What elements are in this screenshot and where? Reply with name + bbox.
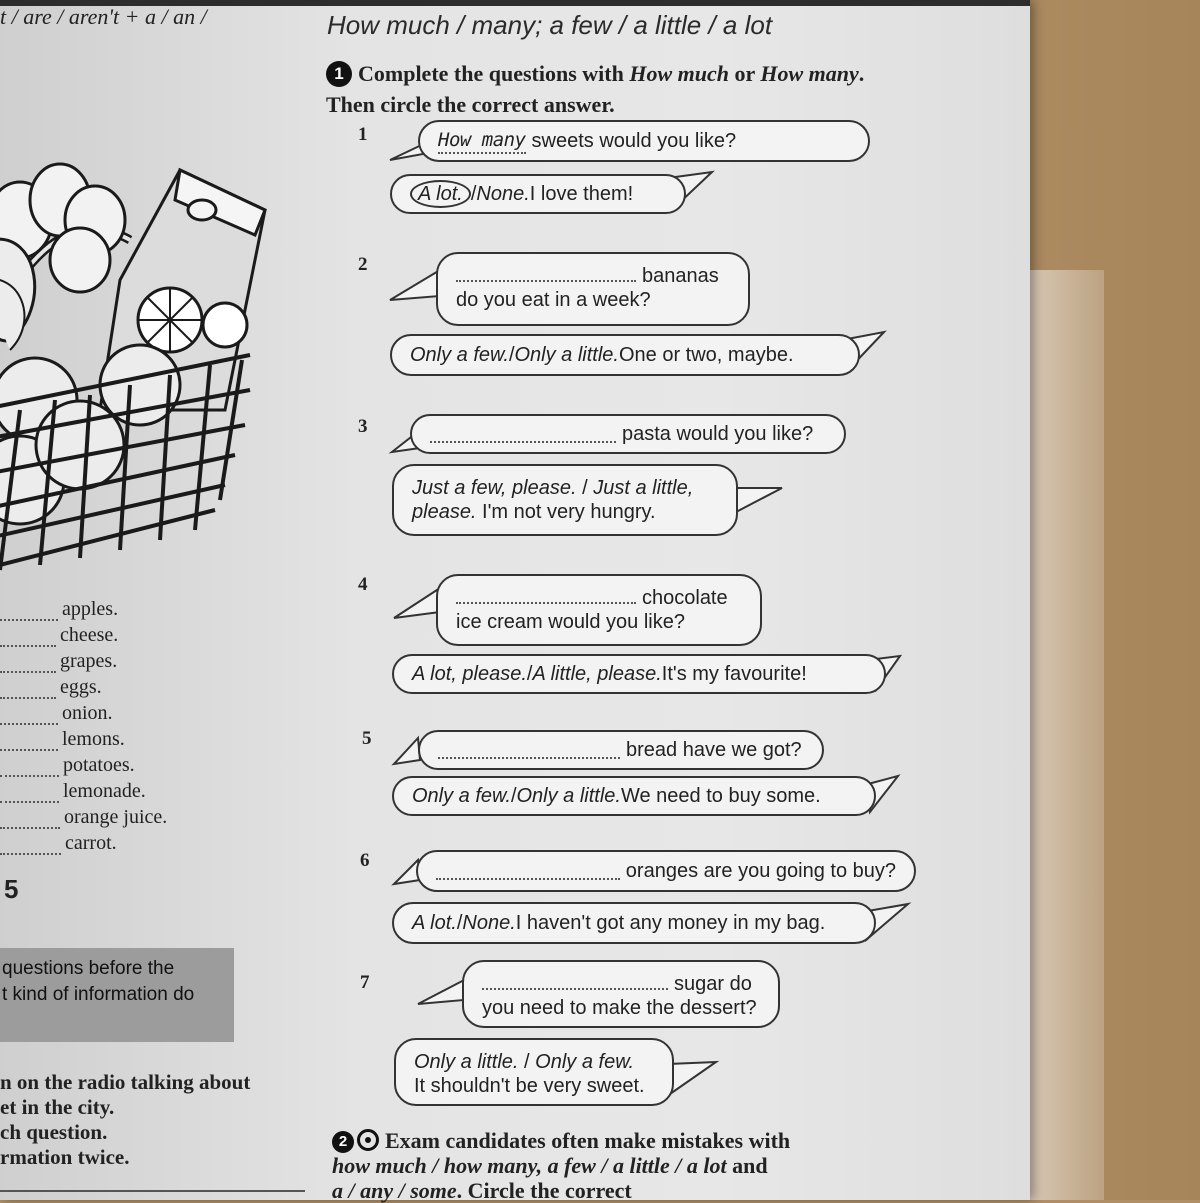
- answer-option: Only a little.: [516, 785, 621, 807]
- answer-blank: [438, 741, 620, 759]
- answer-option: Just a little,: [593, 477, 694, 499]
- answer-text: I haven't got any money in my bag.: [515, 912, 826, 934]
- answer-option: please.: [412, 501, 477, 523]
- option-separator: /: [456, 912, 463, 934]
- answer-blank: [0, 761, 59, 777]
- paragraph-line: et in the city.: [0, 1095, 115, 1119]
- paragraph-line: rmation twice.: [0, 1145, 130, 1169]
- option-separator: /: [508, 344, 515, 366]
- list-item: [0, 647, 167, 673]
- answer-option: Just a few, please.: [412, 477, 577, 499]
- food-item-label: carrot.: [65, 832, 117, 854]
- paragraph-line: n on the radio talking about: [0, 1070, 251, 1094]
- food-item-label: lemons.: [62, 728, 125, 750]
- question-number: 4: [358, 574, 368, 595]
- shopping-basket-illustration: [0, 110, 280, 580]
- answer-text: I love them!: [529, 183, 634, 205]
- instruction-keyword: how much / how many, a few / a little / a lot: [332, 1153, 727, 1178]
- answer-text: I'm not very hungry.: [476, 501, 656, 523]
- section-number: 5: [4, 874, 19, 904]
- question-text: oranges are you going to buy?: [625, 860, 896, 882]
- answer-bubble: [392, 654, 886, 694]
- instruction-text: . Circle the correct: [456, 1178, 632, 1203]
- question-text: bananas: [642, 265, 719, 287]
- option-separator: /: [576, 477, 594, 499]
- answer-text: We need to buy some.: [620, 785, 821, 807]
- instruction-keyword: a / any / some: [332, 1178, 457, 1203]
- list-item: [0, 829, 167, 855]
- food-list: [0, 595, 167, 855]
- answer-text: It shouldn't be very sweet.: [414, 1075, 645, 1097]
- instruction-text: . Then circle the correct answer.: [326, 61, 865, 117]
- food-item-label: potatoes.: [63, 754, 135, 776]
- section-title: How much / many; a few / a little / a lot: [327, 10, 773, 40]
- answer-option: Only a few.: [535, 1051, 635, 1073]
- circled-answer-option: A lot.: [410, 180, 471, 208]
- question-bubble: [410, 414, 846, 454]
- question-bubble: [418, 120, 870, 162]
- question-number: 3: [358, 416, 368, 437]
- answer-option: Only a few.: [410, 344, 509, 366]
- list-item: [0, 803, 167, 829]
- question-text: sugar do: [674, 973, 752, 995]
- question-bubble: [436, 252, 750, 326]
- question-number: 2: [358, 254, 368, 275]
- list-item: [0, 673, 167, 699]
- question-text: chocolate: [642, 587, 728, 609]
- list-item: [0, 595, 167, 621]
- question-bubble: [436, 574, 762, 646]
- question-bubble: [418, 730, 824, 770]
- answer-blank: [436, 862, 620, 880]
- answer-option: None.: [462, 912, 516, 934]
- left-instruction-paragraph: [0, 1070, 250, 1170]
- paragraph-line: ch question.: [0, 1120, 108, 1144]
- answer-blank: [0, 605, 58, 621]
- divider: [0, 1190, 305, 1192]
- question-text: ice cream would you like?: [456, 611, 685, 633]
- answer-option: A lot.: [412, 912, 457, 934]
- question-text: sweets would you like?: [531, 130, 737, 152]
- answer-blank: [0, 735, 58, 751]
- question-bubble: [416, 850, 916, 892]
- exercise-2-instruction: [332, 1128, 892, 1203]
- answer-blank: [0, 631, 56, 647]
- answer-text: One or two, maybe.: [618, 344, 794, 366]
- answer-option: A lot, please.: [412, 663, 527, 685]
- question-text: do you eat in a week?: [456, 289, 651, 311]
- food-item-label: onion.: [62, 702, 113, 724]
- food-item-label: apples.: [62, 598, 119, 620]
- question-text: you need to make the dessert?: [482, 997, 757, 1019]
- answer-bubble: [392, 464, 738, 536]
- exercise-number-badge: 2: [332, 1131, 354, 1153]
- list-item: [0, 699, 167, 725]
- instruction-text: or: [728, 61, 761, 86]
- answer-blank: [0, 839, 61, 855]
- question-text: bread have we got?: [626, 739, 802, 761]
- answer-text: It's my favourite!: [661, 663, 807, 685]
- answer-option: Only a little.: [414, 1051, 519, 1073]
- option-separator: /: [470, 183, 477, 205]
- option-separator: /: [526, 663, 533, 685]
- instruction-keyword: How much: [629, 61, 729, 86]
- answer-option: Only a little.: [514, 344, 619, 366]
- tip-line: t kind of information do: [2, 984, 195, 1005]
- list-item: [0, 725, 167, 751]
- grey-tip-box: [0, 948, 234, 1042]
- instruction-text: and: [726, 1153, 768, 1178]
- exam-tip-icon: [357, 1129, 379, 1151]
- plastic-sleeve: [1022, 270, 1104, 1200]
- answer-blank: [0, 657, 56, 673]
- answer-bubble: [390, 334, 860, 376]
- food-item-label: eggs.: [60, 676, 102, 698]
- answer-option: A little, please.: [532, 663, 662, 685]
- instruction-text: Complete the questions with: [358, 61, 630, 86]
- food-item-label: orange juice.: [64, 806, 168, 828]
- answer-blank: [0, 787, 59, 803]
- answer-bubble: [394, 1038, 674, 1106]
- question-number: 5: [362, 728, 372, 749]
- answer-blank: [0, 683, 56, 699]
- exercise-1-instruction: [326, 58, 906, 120]
- food-item-label: lemonade.: [63, 780, 146, 802]
- food-item-label: grapes.: [60, 650, 118, 672]
- answer-option: Only a few.: [412, 785, 511, 807]
- answer-option: None.: [476, 183, 530, 205]
- food-item-label: cheese.: [60, 624, 119, 646]
- tip-line: questions before the: [2, 958, 175, 979]
- answer-blank: [0, 709, 58, 725]
- answer-blank: [456, 264, 636, 282]
- answer-bubble: [392, 776, 876, 816]
- question-number: 6: [360, 850, 370, 871]
- option-separator: /: [510, 785, 517, 807]
- answer-bubble: [390, 174, 686, 214]
- answer-blank: [0, 813, 60, 829]
- instruction-keyword: How many: [760, 61, 859, 86]
- answer-bubble: [392, 902, 876, 944]
- list-item: [0, 777, 167, 803]
- instruction-text: Exam candidates often make mistakes with: [385, 1128, 791, 1153]
- exercise-number-badge: 1: [326, 61, 352, 87]
- answer-blank: [482, 972, 668, 990]
- question-text: pasta would you like?: [622, 423, 814, 445]
- option-separator: /: [518, 1051, 536, 1073]
- question-bubble: [462, 960, 780, 1028]
- answer-blank: [456, 586, 636, 604]
- answer-blank: [430, 425, 616, 443]
- question-number: 7: [360, 972, 370, 993]
- handwritten-answer: How many: [438, 128, 526, 154]
- list-item: [0, 751, 167, 777]
- left-column-header: t / are / aren't + a / an /: [0, 4, 207, 29]
- list-item: [0, 621, 167, 647]
- question-number: 1: [358, 124, 368, 145]
